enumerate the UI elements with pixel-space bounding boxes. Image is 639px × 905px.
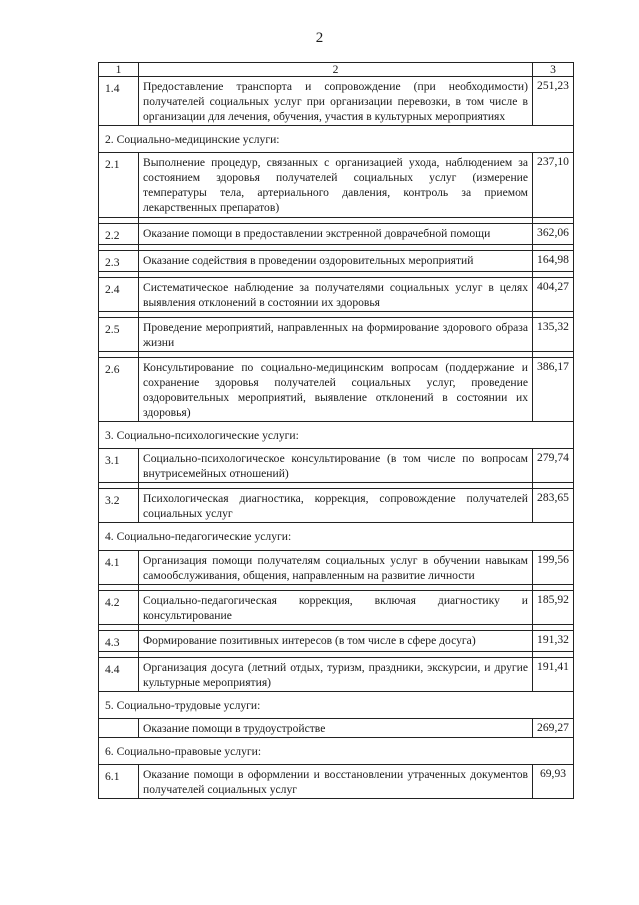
section-title: 4. Социально-педагогические услуги: bbox=[99, 523, 574, 550]
section-title: 5. Социально-трудовые услуги: bbox=[99, 691, 574, 718]
service-description: Оказание содействия в проведении оздоровительных мероприятий bbox=[139, 250, 533, 271]
service-description: Систематическое наблюдение за получателями социальных услуг в целях выявления отклонений в состоянии их здоровья bbox=[139, 277, 533, 311]
service-price: 279,74 bbox=[533, 449, 574, 483]
service-number: 4.4 bbox=[99, 657, 139, 691]
service-row bbox=[99, 223, 574, 244]
column-header-service: 2 bbox=[139, 63, 533, 77]
service-number: 6.1 bbox=[99, 765, 139, 799]
service-description: Предоставление транспорта и сопровождение (при необходимости) получателей социальных услуг при организации перевозки, в том числе в организации для лечения, обучения, участия в культурных мероприятиях bbox=[139, 77, 533, 126]
service-row bbox=[99, 277, 574, 311]
service-row bbox=[99, 590, 574, 624]
service-description: Социально-педагогическая коррекция, включая диагностику и консультирование bbox=[139, 590, 533, 624]
service-description: Оказание помощи в оформлении и восстановлении утраченных документов получателей социальных услуг bbox=[139, 765, 533, 799]
service-price: 283,65 bbox=[533, 489, 574, 523]
service-row bbox=[99, 449, 574, 483]
service-row bbox=[99, 77, 574, 126]
section-row bbox=[99, 691, 574, 718]
service-description: Организация досуга (летний отдых, туризм, праздники, экскурсии, и другие культурные мероприятия) bbox=[139, 657, 533, 691]
service-description: Выполнение процедур, связанных с организацией ухода, наблюдением за состоянием здоровья получателей социальных услуг (измерение температуры тела, артериального давления, контроль за приемом лекарственных препаратов) bbox=[139, 153, 533, 217]
section-row bbox=[99, 126, 574, 153]
service-row bbox=[99, 765, 574, 799]
service-number: 3.2 bbox=[99, 489, 139, 523]
service-number: 4.2 bbox=[99, 590, 139, 624]
service-number: 2.6 bbox=[99, 357, 139, 421]
service-number: 1.4 bbox=[99, 77, 139, 126]
service-price: 237,10 bbox=[533, 153, 574, 217]
section-title: 6. Социально-правовые услуги: bbox=[99, 738, 574, 765]
service-number: 2.5 bbox=[99, 317, 139, 351]
service-description: Психологическая диагностика, коррекция, сопровождение получателей социальных услуг bbox=[139, 489, 533, 523]
service-description: Организация помощи получателям социальных услуг в обучении навыкам самообслуживания, общения, направленным на развитие личности bbox=[139, 550, 533, 584]
service-price: 199,56 bbox=[533, 550, 574, 584]
service-row bbox=[99, 317, 574, 351]
section-title: 2. Социально-медицинские услуги: bbox=[99, 126, 574, 153]
service-price: 362,06 bbox=[533, 223, 574, 244]
service-price: 135,32 bbox=[533, 317, 574, 351]
service-description: Оказание помощи в предоставлении экстренной доврачебной помощи bbox=[139, 223, 533, 244]
section-row bbox=[99, 738, 574, 765]
service-price: 269,27 bbox=[533, 719, 574, 738]
service-price: 69,93 bbox=[533, 765, 574, 799]
table-header-row bbox=[99, 63, 574, 77]
page-number: 2 bbox=[315, 30, 324, 46]
service-price: 191,32 bbox=[533, 630, 574, 651]
service-number: 4.3 bbox=[99, 630, 139, 651]
services-price-table bbox=[98, 62, 574, 799]
section-title: 3. Социально-психологические услуги: bbox=[99, 422, 574, 449]
column-header-price: 3 bbox=[533, 63, 574, 77]
service-price: 251,23 bbox=[533, 77, 574, 126]
service-description: Формирование позитивных интересов (в том числе в сфере досуга) bbox=[139, 630, 533, 651]
service-number bbox=[99, 719, 139, 738]
service-number: 3.1 bbox=[99, 449, 139, 483]
service-price: 191,41 bbox=[533, 657, 574, 691]
service-number: 2.4 bbox=[99, 277, 139, 311]
service-row bbox=[99, 250, 574, 271]
service-description: Консультирование по социально-медицинским вопросам (поддержание и сохранение здоровья получателей социальных услуг, проведение оздоровительных мероприятий, выявление отклонений в состоянии их здоровья) bbox=[139, 357, 533, 421]
service-number: 2.3 bbox=[99, 250, 139, 271]
service-description: Проведение мероприятий, направленных на формирование здорового образа жизни bbox=[139, 317, 533, 351]
service-number: 4.1 bbox=[99, 550, 139, 584]
service-row bbox=[99, 657, 574, 691]
service-number: 2.2 bbox=[99, 223, 139, 244]
service-row bbox=[99, 550, 574, 584]
service-row bbox=[99, 630, 574, 651]
section-row bbox=[99, 523, 574, 550]
service-description: Оказание помощи в трудоустройстве bbox=[139, 719, 533, 738]
service-price: 164,98 bbox=[533, 250, 574, 271]
service-row bbox=[99, 153, 574, 217]
service-description: Социально-психологическое консультирование (в том числе по вопросам внутрисемейных отношений) bbox=[139, 449, 533, 483]
service-row bbox=[99, 719, 574, 738]
section-row bbox=[99, 422, 574, 449]
service-price: 185,92 bbox=[533, 590, 574, 624]
service-row bbox=[99, 489, 574, 523]
column-header-number: 1 bbox=[99, 63, 139, 77]
service-price: 386,17 bbox=[533, 357, 574, 421]
service-row bbox=[99, 357, 574, 421]
service-price: 404,27 bbox=[533, 277, 574, 311]
service-number: 2.1 bbox=[99, 153, 139, 217]
